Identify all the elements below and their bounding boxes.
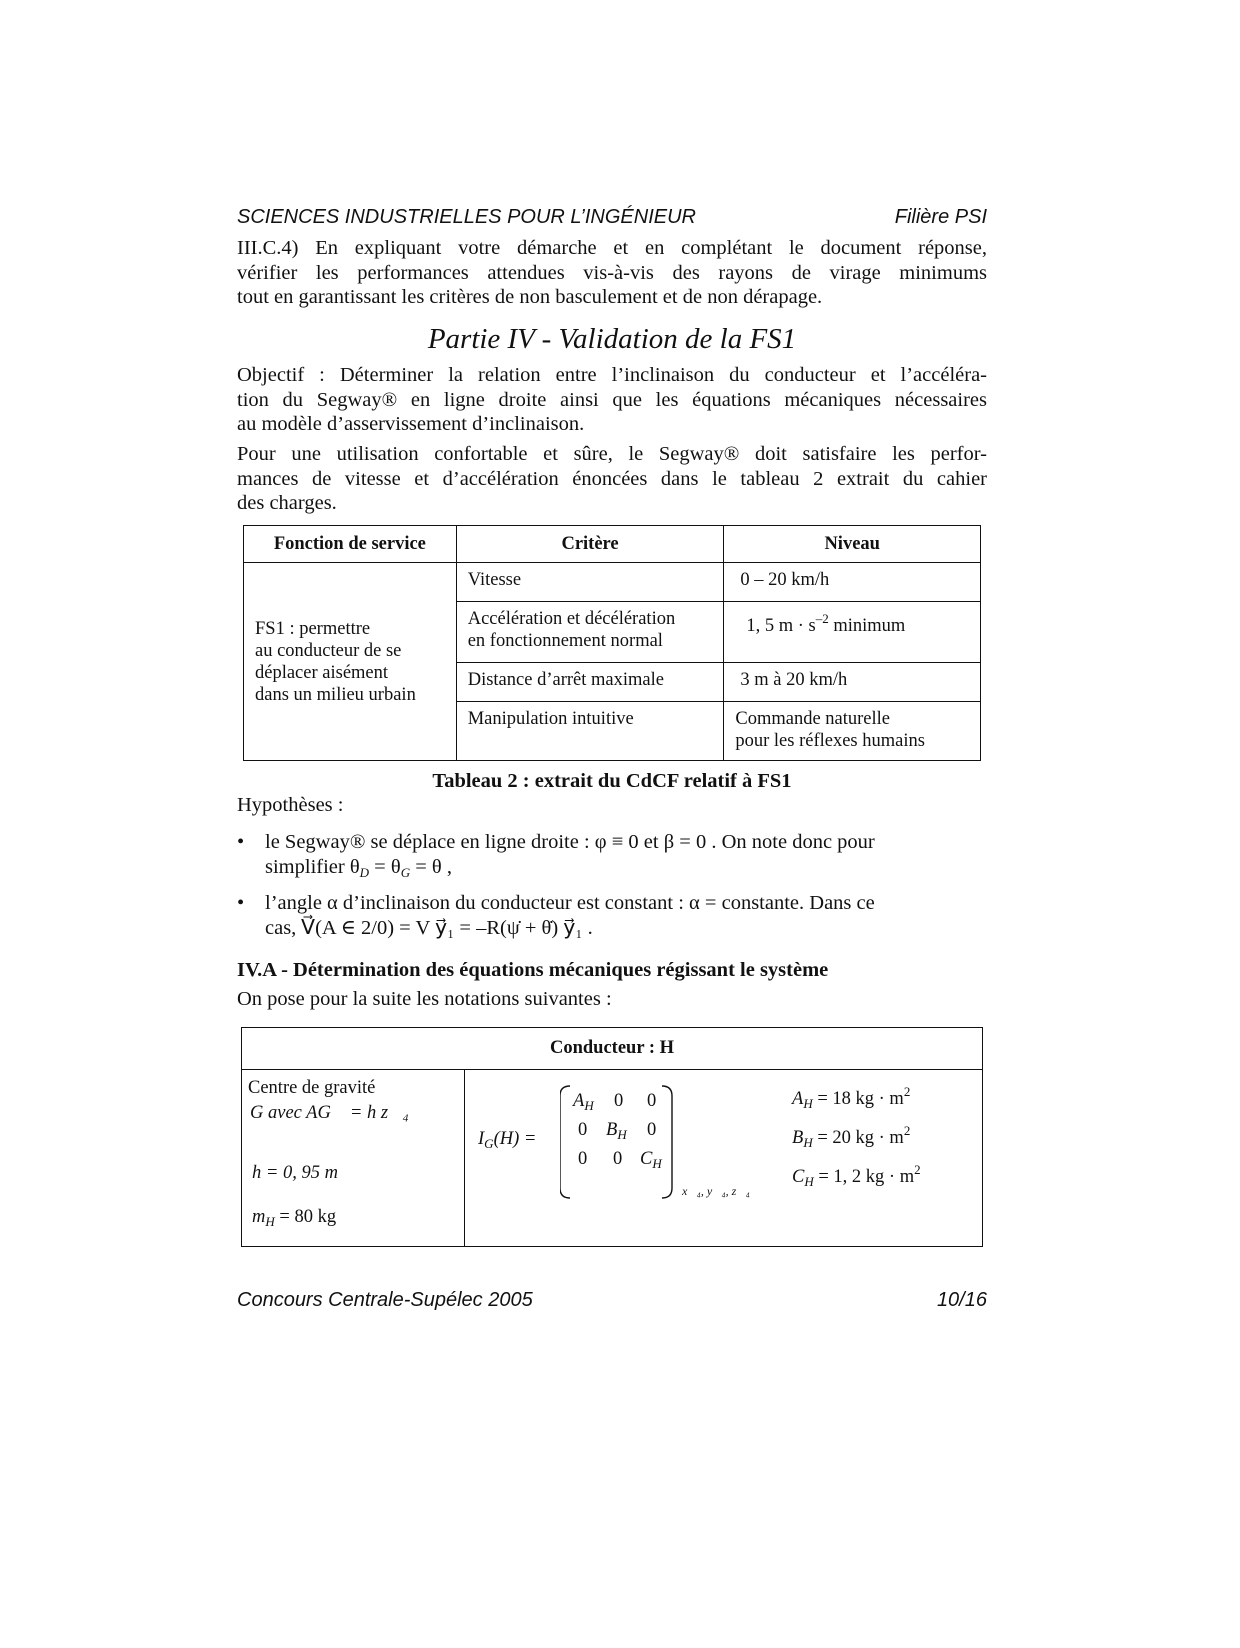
math-text: = θ <box>369 856 401 878</box>
subscript: D <box>359 865 370 880</box>
inertia-label <box>478 1129 536 1152</box>
matrix-zero: 0 <box>578 1149 588 1169</box>
text-line: tout en garantissant les critères de non basculement et de non dérapage. <box>237 286 823 308</box>
matrix-b: $B_H$ <box>606 1120 627 1142</box>
header-cell: Niveau <box>724 526 981 563</box>
conducteur-table <box>241 1027 983 1247</box>
text-line: le Segway® se déplace en ligne droite : φ ≡ 0 et β = 0 . On note donc pour <box>265 831 875 853</box>
bullet-icon: • <box>237 892 245 914</box>
table-row <box>244 563 981 602</box>
matrix-zero: 0 <box>647 1091 657 1111</box>
matrix-zero: 0 <box>647 1120 657 1140</box>
cell-text: en fonctionnement normal <box>467 631 663 651</box>
hypotheses-list <box>237 830 987 947</box>
text-line: l’angle α d’inclinaison du conducteur est constant : α = constante. Dans ce <box>265 892 875 914</box>
critere-cell <box>456 702 724 761</box>
page-number: 10/16 <box>936 1289 987 1311</box>
inertia-value-b: $B_H = 20$ kg · $m^2$ <box>792 1123 911 1150</box>
conducteur-title: Conducteur : H <box>242 1028 982 1070</box>
footer-contest: Concours Centrale-Supélec 2005 <box>237 1289 533 1311</box>
cell-text: Vitesse <box>467 570 522 590</box>
left-bracket <box>560 1086 570 1198</box>
math-text: (H) = <box>493 1129 537 1149</box>
ag-definition: G avec AG⃗ = h z⃗₄ <box>250 1103 409 1123</box>
matrix-basis: x⃗₄, y⃗₄, z⃗₄ <box>682 1184 750 1198</box>
subscript: G <box>484 1136 494 1151</box>
function-line: dans un milieu urbain <box>255 684 416 705</box>
matrix-zero: 0 <box>613 1149 623 1169</box>
hypotheses-title: Hypothèses : <box>237 794 344 816</box>
header-track: Filière PSI <box>894 206 987 228</box>
cell-text: Commande naturelle <box>735 709 891 729</box>
text-line: vérifier les performances attendues vis-à-vis des rayons de virage minimums <box>237 261 987 284</box>
text-line: des charges. <box>237 492 337 514</box>
exponent: –2 <box>815 611 829 626</box>
text-line: mances de vitesse et d’accélération énoncées dans le tableau 2 extrait du cahier <box>237 467 987 490</box>
niveau-cell <box>724 563 981 602</box>
niveau-cell <box>724 663 981 702</box>
math-text: m <box>252 1207 266 1227</box>
header-cell: Fonction de service <box>244 526 457 563</box>
cell-text: Distance d’arrêt maximale <box>467 670 664 690</box>
text-line: Pour une utilisation confortable et sûre, le Segway® doit satisfaire les perfor- <box>237 443 987 465</box>
performance-paragraph <box>237 442 987 516</box>
cell-text: Accélération et décélération <box>467 609 676 629</box>
cell-text: minimum <box>828 616 906 636</box>
cell-text: pour les réflexes humains <box>735 731 925 751</box>
matrix-zero: 0 <box>578 1120 588 1140</box>
math-text: simplifier θ <box>265 856 360 878</box>
section-title: IV.A - Détermination des équations mécaniques régissant le système <box>237 959 829 981</box>
math-text: = 80 kg <box>274 1207 337 1227</box>
function-cell <box>244 563 457 761</box>
text-line <box>265 855 987 885</box>
bullet-icon: • <box>237 831 245 853</box>
page-footer <box>237 1289 987 1312</box>
column-divider <box>464 1070 465 1246</box>
list-item <box>237 830 987 885</box>
objectif-paragraph <box>237 363 987 437</box>
function-line: au conducteur de se <box>255 640 402 661</box>
function-line: déplacer aisément <box>255 662 389 683</box>
inertia-value-a: $A_H = 18$ kg · $m^2$ <box>792 1084 911 1111</box>
critere-cell <box>456 563 724 602</box>
cdcf-table <box>243 525 981 761</box>
centre-label: Centre de gravité <box>248 1078 376 1098</box>
table-caption: Tableau 2 : extrait du CdCF relatif à FS1 <box>432 770 792 792</box>
inertia-value-c: $C_H = 1$, 2 kg · $m^2$ <box>792 1162 921 1189</box>
conducteur-params <box>242 1070 464 1246</box>
matrix-c: $C_H$ <box>640 1149 662 1171</box>
text-line: III.C.4) En expliquant votre démarche et en complétant le document réponse, <box>237 237 987 259</box>
cell-text: Manipulation intuitive <box>467 709 634 729</box>
cell-text: 3 m à 20 km/h <box>740 670 848 690</box>
part-title: Partie IV - Validation de la FS1 <box>427 323 797 355</box>
math-text: I <box>478 1129 485 1149</box>
subscript: H <box>265 1214 275 1229</box>
critere-cell <box>456 602 724 663</box>
niveau-cell <box>724 602 981 663</box>
cell-text: 1, 5 m · s <box>746 616 816 636</box>
table-header-row <box>244 526 981 563</box>
notation-intro: On pose pour la suite les notations suivantes : <box>237 988 612 1010</box>
matrix-zero: 0 <box>614 1091 624 1111</box>
right-bracket <box>662 1086 672 1198</box>
critere-cell <box>456 663 724 702</box>
header-cell: Critère <box>456 526 724 563</box>
text-line: cas, V⃗(A ∈ 2/0) = V y⃗₁ = –R(ψ̇ + θ̇) y⃗₁ . <box>265 917 593 939</box>
niveau-cell <box>724 702 981 761</box>
text-line: tion du Segway® en ligne droite ainsi que les équations mécaniques nécessaires <box>237 388 987 411</box>
mass-value <box>252 1207 336 1230</box>
text-line: Objectif : Déterminer la relation entre l’inclinaison du conducteur et l’accéléra- <box>237 364 987 386</box>
function-line: FS1 : permettre <box>255 618 371 639</box>
question-intro <box>237 236 987 310</box>
cell-text: 0 – 20 km/h <box>740 570 830 590</box>
header-subject: SCIENCES INDUSTRIELLES POUR L’INGÉNIEUR <box>237 206 696 228</box>
list-item <box>237 891 987 941</box>
text-line: au modèle d’asservissement d’inclinaison. <box>237 413 585 435</box>
h-value: h = 0, 95 m <box>252 1163 338 1183</box>
page-header <box>237 206 987 229</box>
subscript: G <box>400 865 411 880</box>
math-text: = θ , <box>410 856 452 878</box>
matrix-a: $A_H$ <box>573 1091 594 1113</box>
